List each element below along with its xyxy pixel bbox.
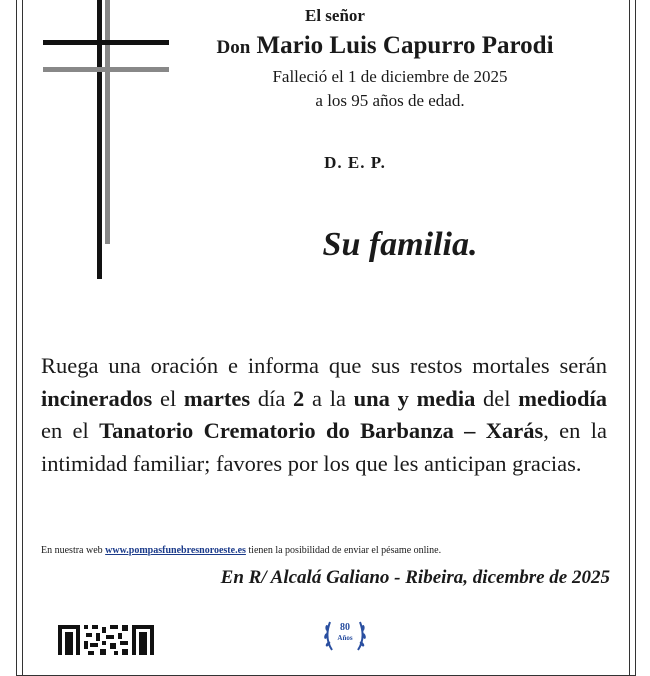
place-date: En R/ Alcalá Galiano - Ribeira, dicembre de 2025 bbox=[220, 567, 610, 588]
intro-text: El señor bbox=[305, 6, 365, 25]
dep-text: D. E. P. bbox=[324, 153, 386, 172]
cross-horizontal-shadow bbox=[43, 67, 169, 72]
deceased-name bbox=[150, 32, 620, 60]
body-text-part: día bbox=[250, 385, 294, 411]
body-text-part: a la bbox=[304, 385, 354, 411]
announcement-paragraph bbox=[41, 350, 607, 480]
body-bold-part: incinerados bbox=[41, 385, 153, 411]
body-text-part: el bbox=[152, 385, 184, 411]
laurel-icon bbox=[320, 608, 370, 658]
badge-word: Años bbox=[337, 634, 353, 642]
body-bold-part: mediodía bbox=[518, 385, 607, 411]
website-link[interactable]: www.pompasfunebresnoroeste.es bbox=[105, 545, 246, 556]
anniversary-badge bbox=[320, 608, 370, 658]
cross-vertical-shadow bbox=[105, 0, 110, 244]
body-text-part: en el bbox=[41, 418, 100, 443]
age-line: a los 95 años de edad. bbox=[315, 91, 465, 110]
qr-code-icon[interactable] bbox=[58, 625, 154, 655]
family-signature: Su familia. bbox=[322, 226, 478, 263]
body-bold-part: martes bbox=[183, 385, 251, 411]
badge-number: 80 bbox=[340, 622, 350, 633]
body-bold-part: una y media bbox=[353, 385, 476, 411]
web-note-before: En nuestra web bbox=[41, 545, 106, 556]
web-note-after: tienen la posibilidad de enviar el pésame online. bbox=[245, 545, 442, 556]
death-date-line: Falleció el 1 de diciembre de 2025 bbox=[272, 67, 508, 86]
body-text-part: Ruega una oración e informa que sus restos mortales serán bbox=[41, 353, 607, 378]
name-full: Mario Luis Capurro Parodi bbox=[256, 32, 554, 59]
name-prefix: Don bbox=[216, 37, 251, 58]
web-note bbox=[41, 545, 621, 556]
body-text-part: , en la intimidad familiar; favores por los que les anticipan gracias. bbox=[41, 418, 607, 476]
body-bold-part: 2 bbox=[293, 385, 305, 411]
body-bold-part: Tanatorio Crematorio do Barbanza – Xarás bbox=[99, 418, 544, 443]
body-text-part: del bbox=[475, 385, 519, 411]
